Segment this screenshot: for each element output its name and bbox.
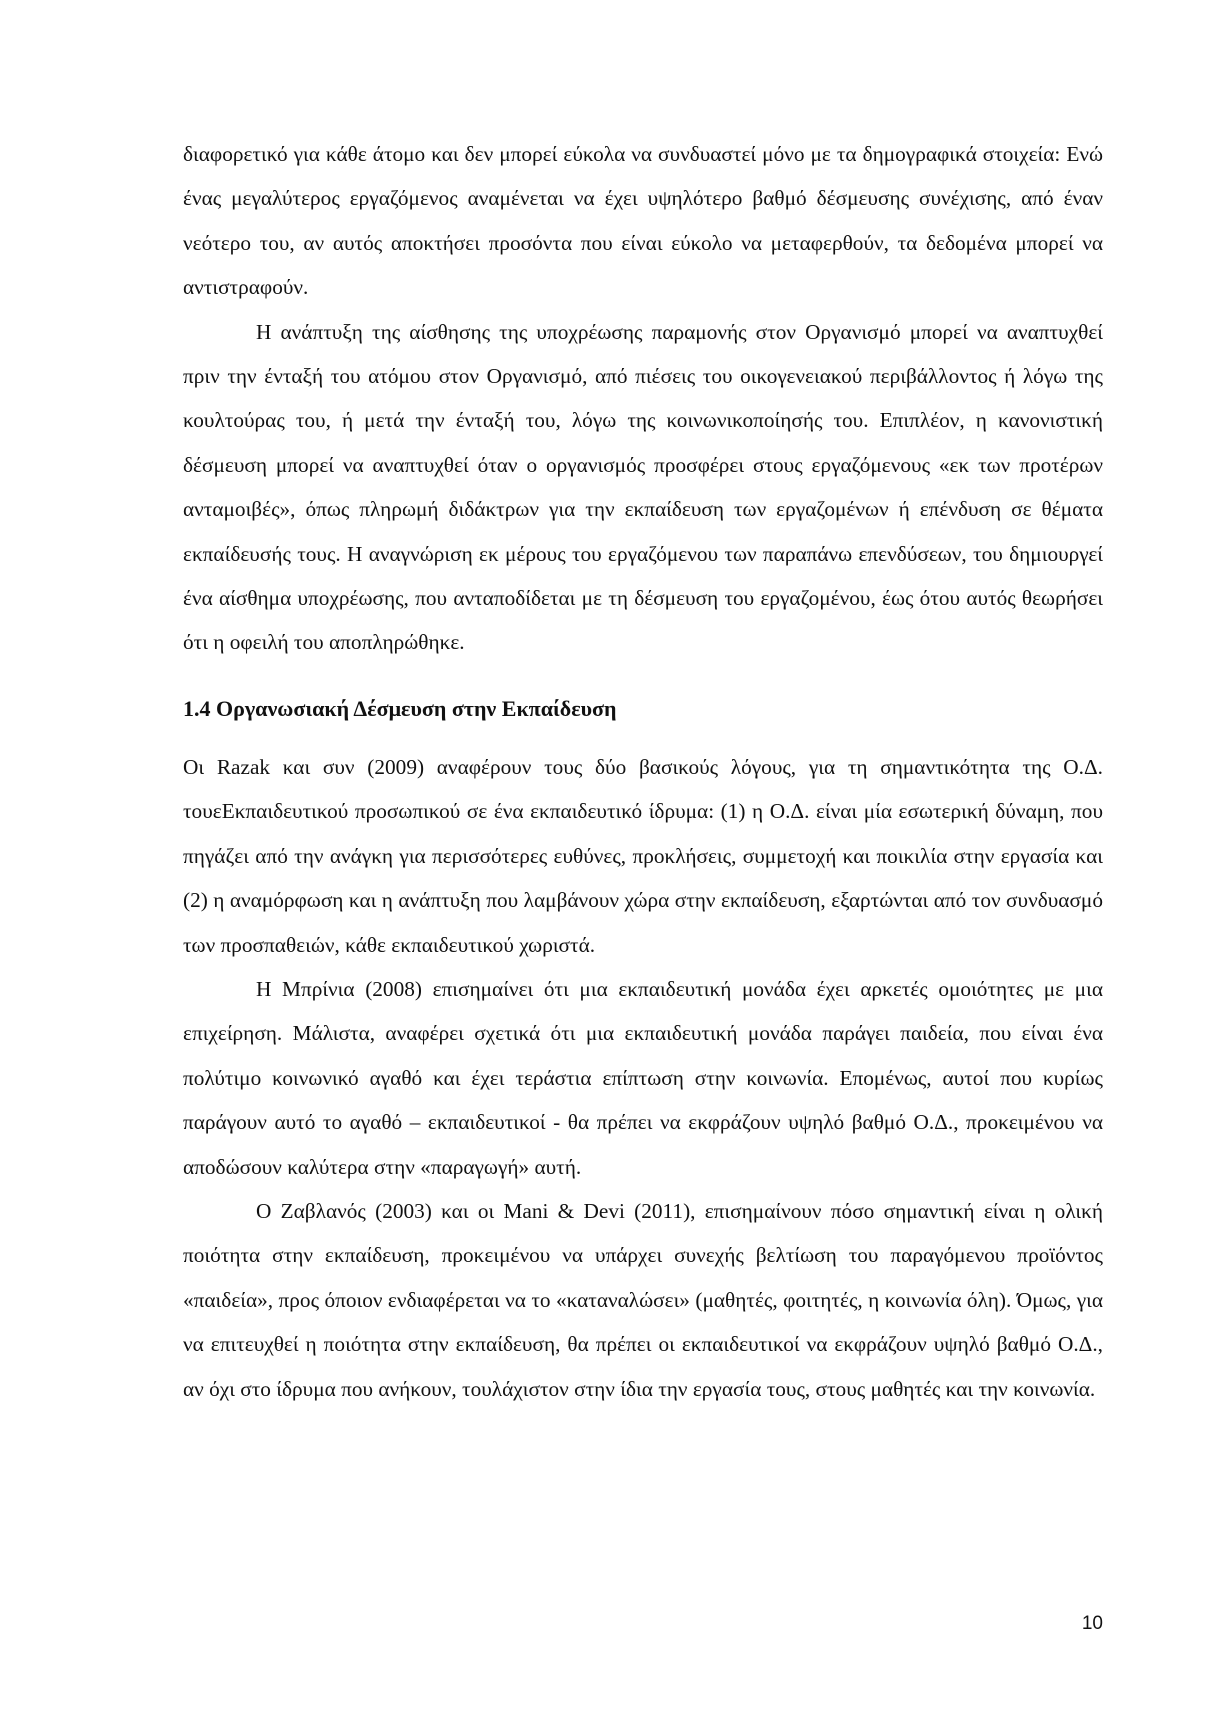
- section-heading: 1.4 Οργανωσιακή Δέσμευση στην Εκπαίδευση: [183, 695, 617, 721]
- paragraph-zavlanos: Ο Ζαβλανός (2003) και οι Mani & Devi (2011), επισημαίνουν πόσο σημαντική είναι η ολική ποιότητα στην εκπαίδευση, προκειμένου να υπάρχει συνεχής βελτίωση του παραγόμενου προϊόντος «παιδεία», προς όποιον ενδιαφέρεται να το «καταναλώσει» (μαθητές, φοιτητές, η κοινωνία όλη). Όμως, για να επιτευχθεί η ποιότητα στην εκπαίδευση, θα πρέπει οι εκπαιδευτικοί να εκφράζουν υψηλό βαθμό Ο.Δ., αν όχι στο ίδρυμα που ανήκουν, τουλάχιστον στην ίδια την εργασία τους, στους μαθητές και την κοινωνία.: [183, 1198, 1103, 1401]
- paragraph-brinia: Η Μπρίνια (2008) επισημαίνει ότι μια εκπαιδευτική μονάδα έχει αρκετές ομοιότητες με μια επιχείρηση. Μάλιστα, αναφέρει σχετικά ότι μια εκπαιδευτική μονάδα παράγει παιδεία, που είναι ένα πολύτιμο κοινωνικό αγαθό και έχει τεράστια επίπτωση στην κοινωνία. Επομένως, αυτοί που κυρίως παράγουν αυτό το αγαθό – εκπαιδευτικοί - θα πρέπει να εκφράζουν υψηλό βαθμό Ο.Δ., προκειμένου να αποδώσουν καλύτερα στην «παραγωγή» αυτή.: [183, 976, 1103, 1179]
- paragraph-razak: Οι Razak και συν (2009) αναφέρουν τους δύο βασικούς λόγους, για τη σημαντικότητα της Ο.Δ. τουεΕκπαιδευτικού προσωπικού σε ένα εκπαιδευτικό ίδρυμα: (1) η Ο.Δ. είναι μία εσωτερική δύναμη, που πηγάζει από την ανάγκη για περισσότερες ευθύνες, προκλήσεις, συμμετοχή και ποικιλία στην εργασία και (2) η αναμόρφωση και η ανάπτυξη που λαμβάνουν χώρα στην εκπαίδευση, εξαρτώνται από τον συνδυασμό των προσπαθειών, κάθε εκπαιδευτικού χωριστά.: [183, 754, 1103, 957]
- page-body: [183, 132, 1103, 1411]
- paragraph-continued: διαφορετικό για κάθε άτομο και δεν μπορεί εύκολα να συνδυαστεί μόνο με τα δημογραφικά στοιχεία: Ενώ ένας μεγαλύτερος εργαζόμενος αναμένεται να έχει υψηλότερο βαθμό δέσμευσης συνέχισης, από έναν νεότερο του, αν αυτός αποκτήσει προσόντα που είναι εύκολο να μεταφερθούν, τα δεδομένα μπορεί να αντιστραφούν.: [183, 142, 1103, 300]
- paragraph-normative-commitment: Η ανάπτυξη της αίσθησης της υποχρέωσης παραμονής στον Οργανισμό μπορεί να αναπτυχθεί πριν την ένταξή του ατόμου στον Οργανισμό, από πιέσεις του οικογενειακού περιβάλλοντος ή λόγω της κουλτούρας του, ή μετά την ένταξή του, λόγω της κοινωνικοποίησής του. Επιπλέον, η κανονιστική δέσμευση μπορεί να αναπτυχθεί όταν ο οργανισμός προσφέρει στους εργαζόμενους «εκ των προτέρων ανταμοιβές», όπως πληρωμή διδάκτρων για την εκπαίδευση των εργαζομένων ή επένδυση σε θέματα εκπαίδευσής τους. Η αναγνώριση εκ μέρους του εργαζόμενου των παραπάνω επενδύσεων, του δημιουργεί ένα αίσθημα υποχρέωσης, που ανταποδίδεται με τη δέσμευση του εργαζομένου, έως ότου αυτός θεωρήσει ότι η οφειλή του αποπληρώθηκε.: [183, 319, 1103, 655]
- page-number: 10: [1081, 1613, 1103, 1634]
